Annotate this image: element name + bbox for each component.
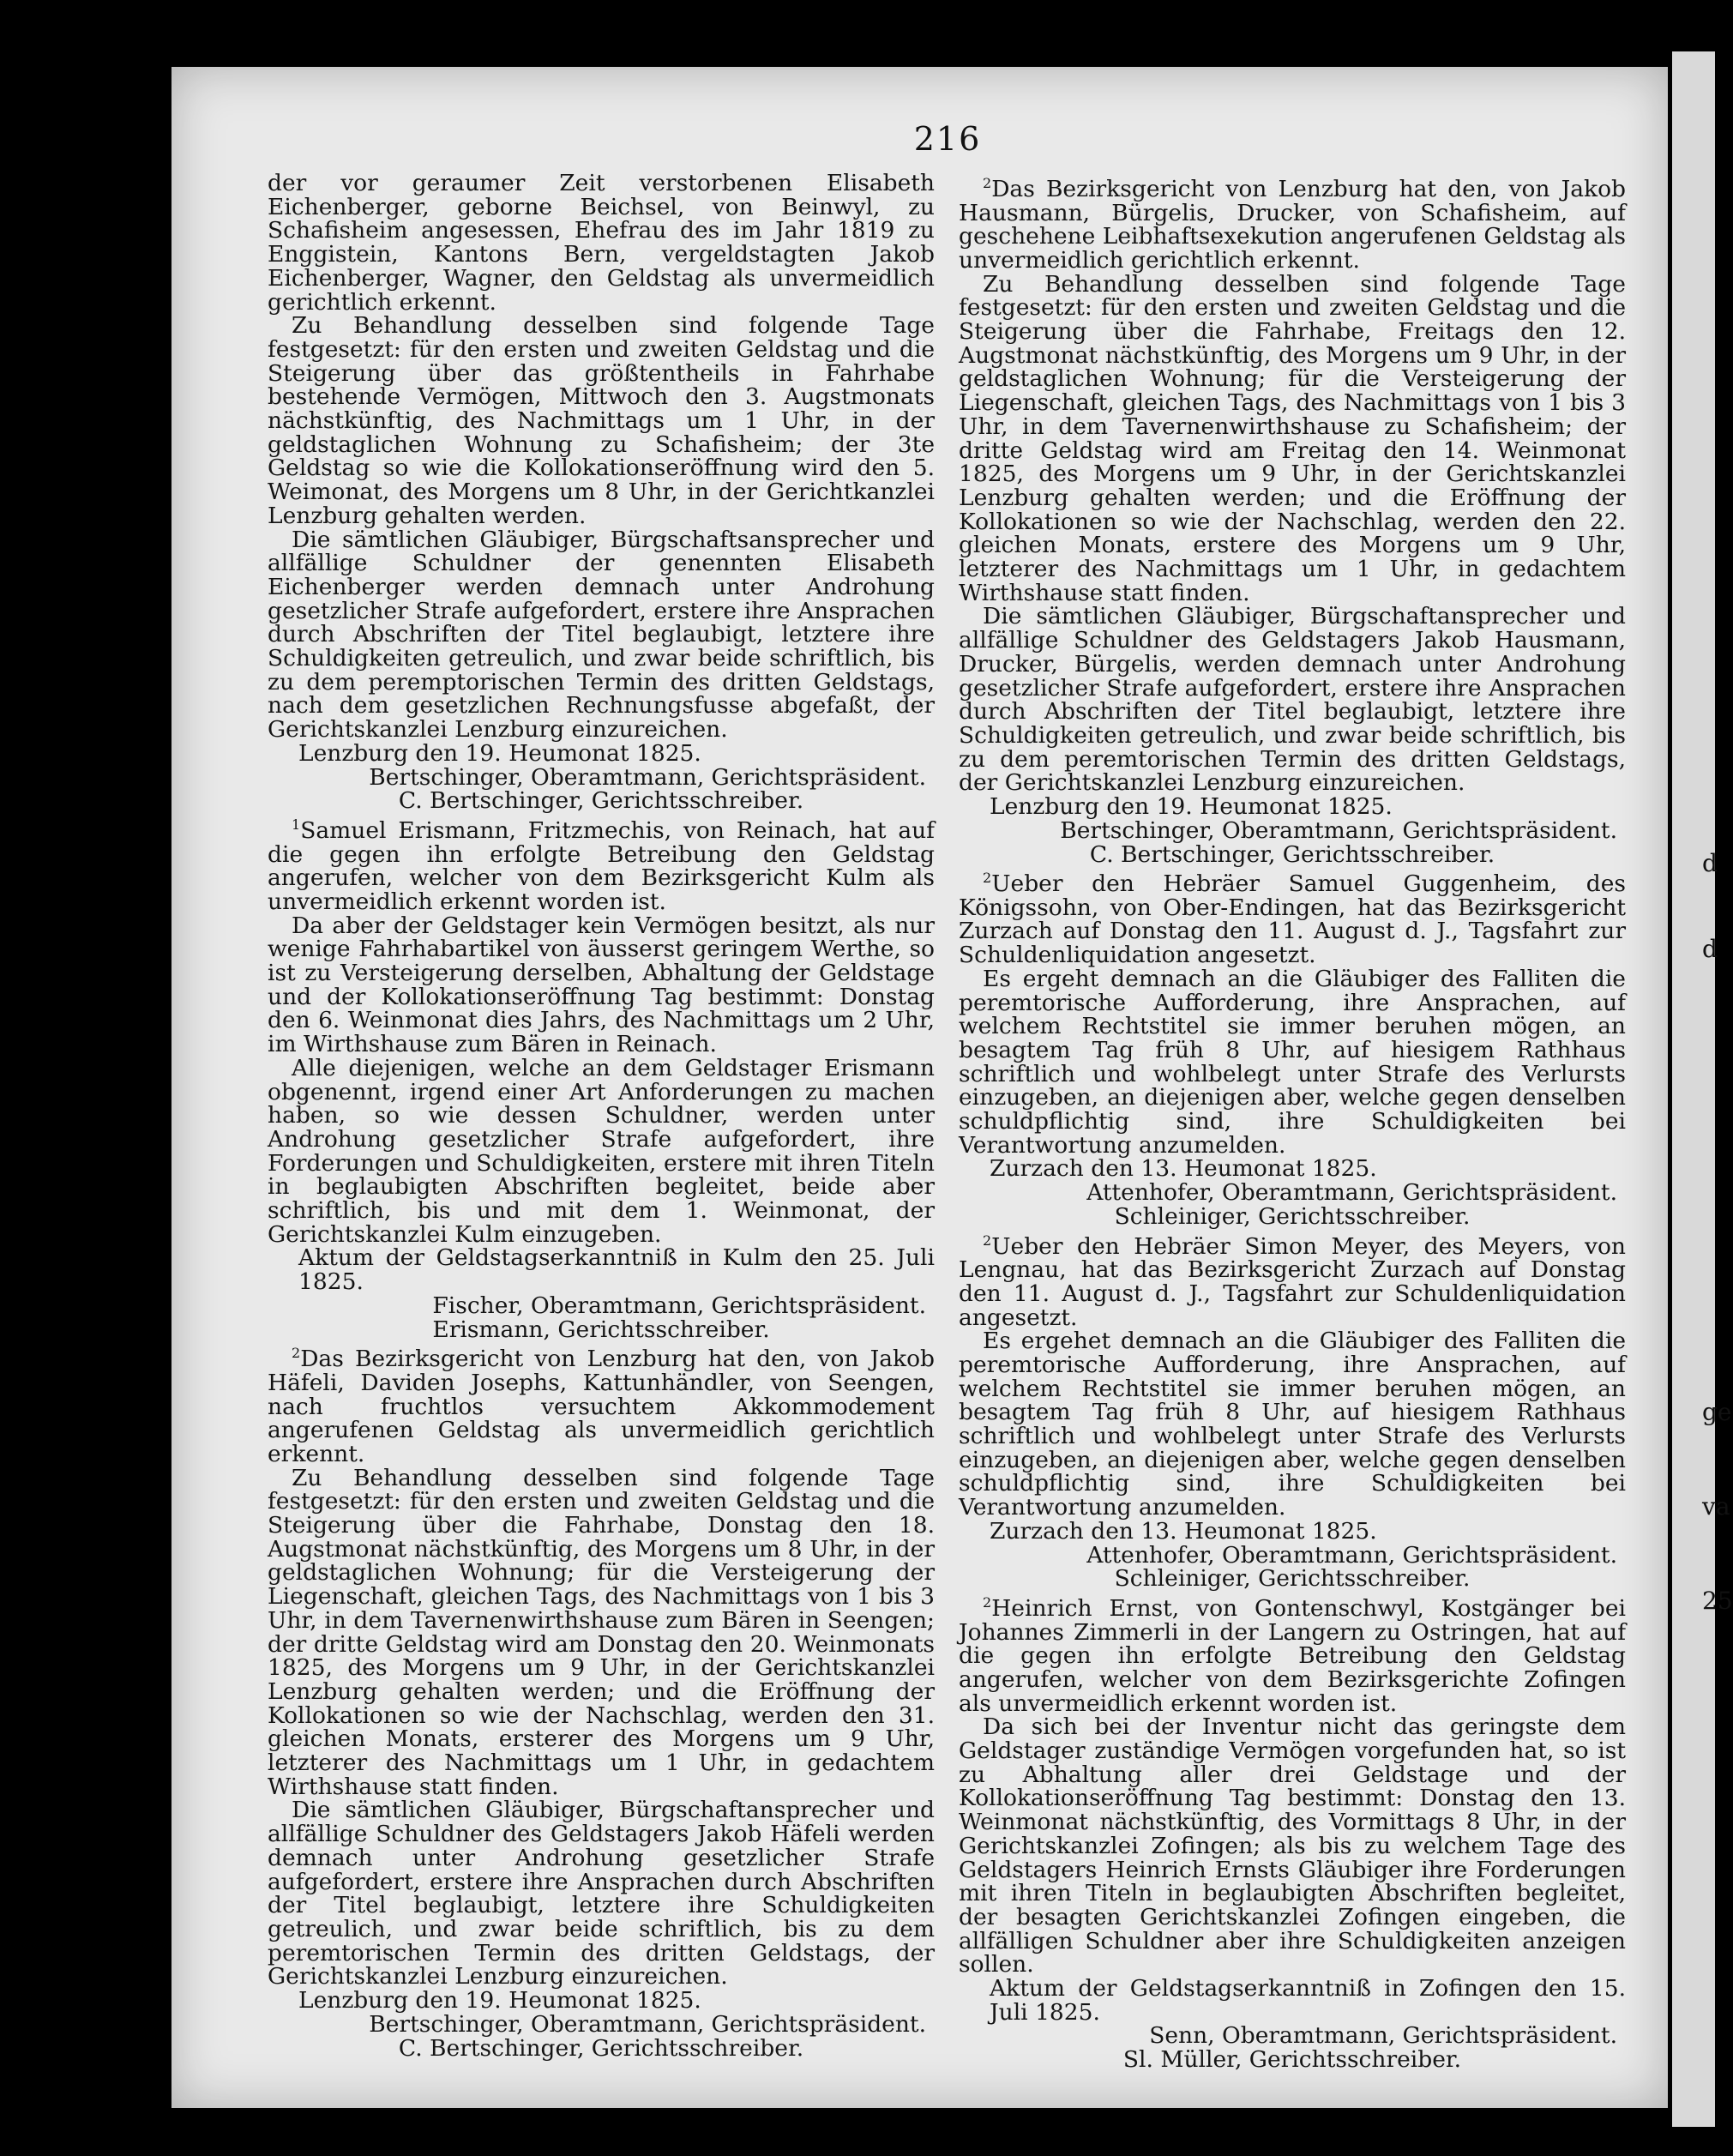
notice-paragraph: Zu Behandlung desselben sind folgende Tage festgesetzt: für den ersten und zweiten Geldstag und die Steigerung über die Fahrhabe, Donstag den 18. Augstmonat nächstkünftig, des Morgens um 8 Uhr, in der geldstaglichen Wohnung; für die Versteigerung der Liegenschaft, gleichen Tags, des Nachmittags von 1 bis 3 Uhr, in dem Tavernenwirthshause zum Bären in Seengen; der dritte Geldstag wird am Donstag den 20. Weinmonats 1825, des Morgens um 9 Uhr, in der Gerichtskanzlei Lenzburg gehalten werden; und die Eröffnung der Kollokationen so wie der Nachschlag, werden den 31. gleichen Monats, ersterer des Morgens um 9 Uhr, letzterer des Nachmittags um 1 Uhr, in gedachtem Wirthshause statt finden. [268,1464,935,1800]
notice-paragraph: Zu Behandlung desselben sind folgende Tage festgesetzt: für den ersten und zweiten Geldstag und die Steigerung über die Fahrhabe, Freitags den 12. Augstmonat nächstkünftig, des Morgens um 9 Uhr, in der geldstaglichen Wohnung; für die Versteigerung der Liegenschaft, gleichen Tags, des Nachmittags von 1 bis 3 Uhr, in dem Tavernenwirthshause zu Schafisheim; der dritte Geldstag wird am Freitag den 14. Weinmonat 1825, des Morgens um 9 Uhr, in der Gerichtskanzlei Lenzburg gehalten werden; und die Eröffnung der Kollokationen so wie der Nachschlag, werden den 22. gleichen Monats, erstere des Morgens um 9 Uhr, letzterer des Nachmittags um 1 Uhr, in gedachtem Wirthshause statt finden. [959,270,1626,606]
notice-paragraph: Es ergehet demnach an die Gläubiger des Falliten die peremtorische Aufforderung, ihre Ansprachen, auf welchem Rechtstitel sie immer beruhen mögen, an besagtem Tag früh 8 Uhr, auf hiesigem Rathhaus schriftlich und wohlbelegt unter Strafe des Verlursts einzugeben, an diejenigen aber, welche gegen denselben schuldpflichtig sind, ihre Schuldigkeiten bei Verantwortung anzumelden. [959,1328,1626,1521]
notice-mark: 1 [292,816,301,833]
notice-hausmann [959,172,1626,866]
signature-clerk: C. Bertschinger, Gerichtsschreiber. [1089,840,1495,868]
notice-paragraph: Das Bezirksgericht von Lenzburg hat den, von Jakob Häfeli, Daviden Josephs, Kattunhändler, von Seengen, nach fruchtlos versuchtem Akkommodement angerufenen Geldstag als unvermeidlich gerichtlich erkennt. [268,1346,935,1467]
notice-mark: 2 [983,1593,992,1611]
signature-clerk: C. Bertschinger, Gerichtsschreiber. [398,787,804,815]
notice-date: Aktum der Geldstagserkanntniß in Kulm den 25. Juli 1825. [298,1244,935,1296]
adjacent-page-fragment: va [1702,1492,1730,1521]
notice-paragraph: Samuel Erismann, Fritzmechis, von Reinach, hat auf die gegen ihn erfolgte Betreibung den Geldstag angerufen, welcher von dem Bezirksgericht Kulm als unvermeidlich erkennt worden ist. [268,816,935,915]
notice-paragraph: Ueber den Hebräer Samuel Guggenheim, des Königssohn, von Ober-Endingen, hat das Bezirksgericht Zurzach auf Donstag den 11. August d. J., Tagsfahrt zur Schuldenliquidation angesetzt. [959,870,1626,969]
notice-paragraph: Da sich bei der Inventur nicht das geringste dem Geldstager zuständige Vermögen vorgefunden hat, so ist zu Abhaltung aller drei Geldstage und der Kollokationseröffnung Tag bestimmt: Donstag den 13. Weinmonat nächstkünftig, des Vormittags 8 Uhr, in der Gerichtskanzlei Zofingen; als bis zu welchem Tage des Geldstagers Heinrich Ernsts Gläubiger ihre Forderungen mit ihren Titeln in beglaubigten Abschriften begleitet, der besagten Gerichtskanzlei Zofingen eingeben, die allfälligen Schuldner aber ihre Schuldigkeiten anzeigen sollen. [959,1713,1626,1978]
notice-paragraph: Die sämtlichen Gläubiger, Bürgschaftsansprecher und allfällige Schuldner der genennten Elisabeth Eichenberger werden demnach unter Androhung gesetzlicher Strafe aufgefordert, erstere ihre Ansprachen durch Abschriften der Titel beglaubigt, letztere ihre Schuldigkeiten getreulich, und zwar beide schriftlich, bis zu dem peremptorischen Termin des dritten Geldstags, nach dem gesetzlichen Rechnungsfusse abgefaßt, der Gerichtskanzlei Lenzburg einzureichen. [268,526,935,744]
signature-clerk: Erismann, Gerichtsschreiber. [432,1316,770,1343]
signature-president: Senn, Oberamtmann, Gerichtspräsident. [1149,2022,1617,2050]
notice-eichenberger [268,172,935,813]
notice-haefeli [268,1341,935,2060]
adjacent-page-fragment: d [1702,935,1718,963]
signature-president: Bertschinger, Oberamtmann, Gerichtspräsident. [369,763,926,791]
adjacent-page-edge [1672,51,1715,2127]
notice-date: Lenzburg den 19. Heumonat 1825. [298,1987,701,2014]
signature-clerk: Schleiniger, Gerichtsschreiber. [1114,1202,1471,1230]
notice-date: Lenzburg den 19. Heumonat 1825. [990,793,1393,821]
notice-paragraph: Ueber den Hebräer Simon Meyer, des Meyers, von Lengnau, hat das Bezirksgericht Zurzach auf Donstag den 11. August d. J., Tagsfahrt zur Schuldenliquidation angesetzt. [959,1232,1626,1331]
notice-paragraph: Die sämtlichen Gläubiger, Bürgschaftansprecher und allfällige Schuldner des Geldstagers Jakob Hausmann, Drucker, Bürgelis, werden demnach unter Androhung gesetzlicher Strafe aufgefordert, erstere ihre Ansprachen durch Abschriften der Titel beglaubigt, letztere ihre Schuldigkeiten getreulich, und zwar beide schriftlich, bis zu dem peremtorischen Termin des dritten Geldstags, der Gerichtskanzlei Lenzburg einzureichen. [959,603,1626,797]
signature-clerk: C. Bertschinger, Gerichtsschreiber. [398,2034,804,2062]
notice-mark: 2 [983,870,992,887]
notice-date: Zurzach den 13. Heumonat 1825. [990,1155,1377,1183]
right-column [959,172,1626,2072]
notice-ernst [959,1591,1626,2072]
adjacent-page-fragment: 25 [1702,1587,1733,1615]
adjacent-page-fragment: ge [1702,1398,1732,1426]
notice-paragraph: Alle diejenigen, welche an dem Geldstager Erismann obgenennt, irgend einer Art Anforderungen zu machen haben, so wie dessen Schuldner, werden unter Androhung gesetzlicher Strafe aufgefordert, ihre Forderungen und Schuldigkeiten, erstere mit ihren Titeln in beglaubigten Abschriften begleitet, beide aber schriftlich, bis und mit dem 1. Weinmonat, der Gerichtskanzlei Kulm einzugeben. [268,1054,935,1248]
notice-meyer [959,1229,1626,1591]
adjacent-page-fragment: d [1702,849,1718,877]
notice-date: Aktum der Geldstagserkanntniß in Zofingen den 15. Juli 1825. [990,1975,1626,2026]
left-column [268,172,935,2060]
notice-date: Zurzach den 13. Heumonat 1825. [990,1517,1377,1545]
notice-erismann [268,813,935,1341]
notice-paragraph: Zu Behandlung desselben sind folgende Tage festgesetzt: für den ersten und zweiten Geldstag und die Steigerung über das größtentheils in Fahrhabe bestehende Vermögen, Mittwoch den 3. Augstmonats nächstkünftig, des Nachmittags um 1 Uhr, in der geldstaglichen Wohnung zu Schafisheim; der 3te Geldstag so wie die Kollokationseröffnung wird den 5. Weimonat, des Morgens um 8 Uhr, in der Gerichtkanzlei Lenzburg gehalten werden. [268,312,935,529]
signature-president: Attenhofer, Oberamtmann, Gerichtspräsident. [1086,1179,1617,1207]
signature-president: Attenhofer, Oberamtmann, Gerichtspräsident. [1086,1541,1617,1569]
notice-paragraph: Das Bezirksgericht von Lenzburg hat den, von Jakob Hausmann, Bürgelis, Drucker, von Schafisheim, auf geschehene Leibhaftsexekution angerufenen Geldstag als unvermeidlich gerichtlich erkennt. [959,175,1626,274]
signature-president: Bertschinger, Oberamtmann, Gerichtspräsident. [369,2010,926,2038]
notice-date: Lenzburg den 19. Heumonat 1825. [298,739,701,767]
notice-paragraph: Die sämtlichen Gläubiger, Bürgschaftansprecher und allfällige Schuldner des Geldstagers Jakob Häfeli werden demnach unter Androhung gesetzlicher Strafe aufgefordert, erstere ihre Ansprachen durch Abschriften der Titel beglaubigt, letztere ihre Schuldigkeiten getreulich, und zwar beide schriftlich, bis zu dem peremtorischen Termin des dritten Geldstags, der Gerichtskanzlei Lenzburg einzureichen. [268,1797,935,1990]
notice-paragraph: Heinrich Ernst, von Gontenschwyl, Kostgänger bei Johannes Zimmerli in der Langern zu Ostringen, hat auf die gegen ihn erfolgte Betreibung den Geldstag angerufen, welcher von dem Bezirksgerichte Zofingen als unvermeidlich erkennt worden ist. [959,1594,1626,1717]
notice-paragraph: Es ergeht demnach an die Gläubiger des Falliten die peremtorische Aufforderung, ihre Ansprachen, auf welchem Rechtstitel sie immer beruhen mögen, an besagtem Tag früh 8 Uhr, auf hiesigem Rathhaus schriftlich und wohlbelegt unter Strafe des Verlursts einzugeben, an diejenigen aber, welche gegen denselben schuldpflichtig sind, ihre Schuldigkeiten bei Verantwortung anzumelden. [959,965,1626,1159]
signature-clerk: Schleiniger, Gerichtsschreiber. [1114,1565,1471,1593]
signature-clerk: Sl. Müller, Gerichtsschreiber. [1122,2046,1462,2074]
notice-mark: 2 [983,175,992,191]
notice-paragraph: der vor geraumer Zeit verstorbenen Elisabeth Eichenberger, geborne Beichsel, von Beinwyl, zu Schafisheim angesessen, Ehefrau des im Jahr 1819 zu Enggistein, Kantons Bern, vergeldstagten Jakob Eichenberger, Wagner, den Geldstag als unvermeidlich gerichtlich erkennt. [268,170,935,316]
notice-mark: 2 [983,1232,992,1249]
page-number: 216 [913,120,982,158]
notice-paragraph: Da aber der Geldstager kein Vermögen besitzt, als nur wenige Fahrhabartikel von äusserst geringem Werthe, so ist zu Versteigerung derselben, Abhaltung der Geldstage und der Kollokationseröffnung Tag bestimmt: Donstag den 6. Weinmonat dies Jahrs, des Nachmittags um 2 Uhr, im Wirthshause zum Bären in Reinach. [268,912,935,1058]
signature-president: Bertschinger, Oberamtmann, Gerichtspräsident. [1060,816,1617,844]
notice-guggenheim [959,866,1626,1228]
signature-president: Fischer, Oberamtmann, Gerichtspräsident. [432,1292,926,1319]
notice-mark: 2 [292,1345,301,1362]
